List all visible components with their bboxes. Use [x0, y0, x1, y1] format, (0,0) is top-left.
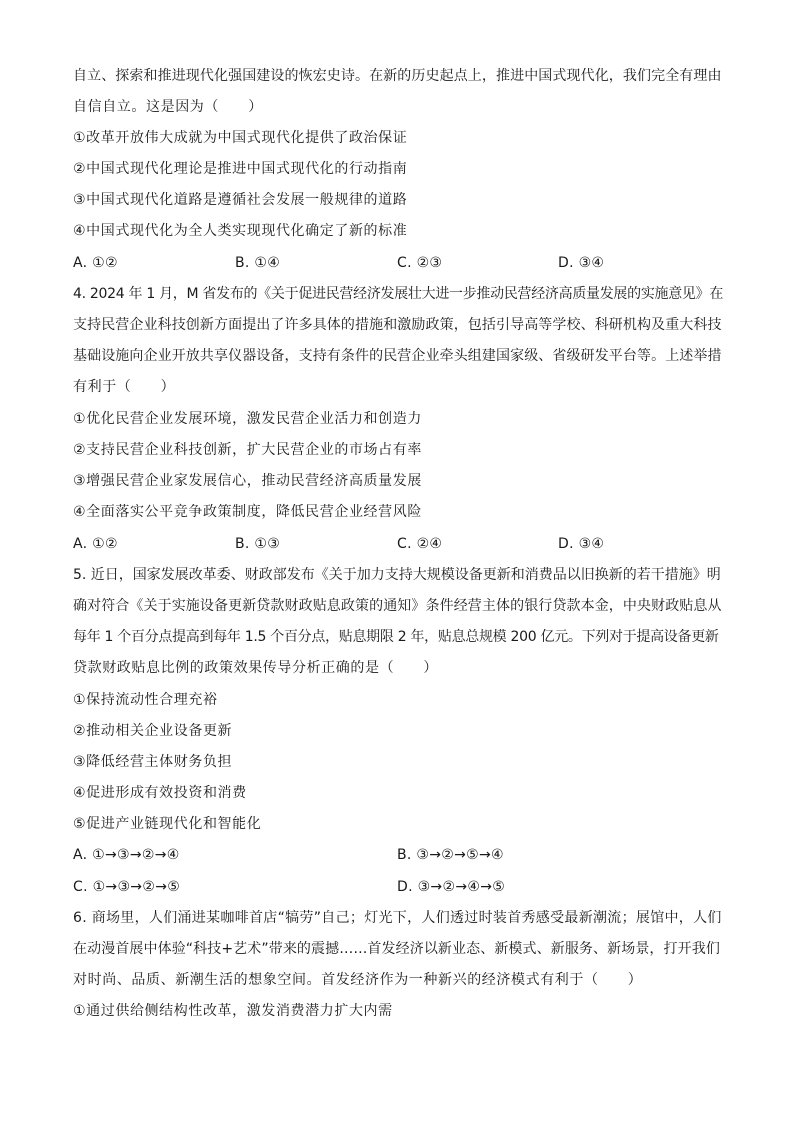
answer-options [0, 877, 794, 897]
statement-item: ②推动相关企业设备更新 [73, 723, 233, 739]
option-a: A. ①② [73, 536, 118, 552]
question-stem-line: 5. 近日，国家发展改革委、财政部发布《关于加力支持大规模设备更新和消费品以旧换新的若干措施》明 [73, 567, 721, 583]
statement-item: ⑤促进产业链现代化和智能化 [73, 816, 262, 832]
statement-item: ①改革开放伟大成就为中国式现代化提供了政治保证 [73, 130, 408, 146]
question-stem-line: 有利于（ ） [73, 379, 176, 395]
option-c: C. ②③ [397, 255, 443, 271]
option-c: C. ①→③→②→⑤ [73, 879, 181, 895]
statement-item: ④促进形成有效投资和消费 [73, 785, 247, 801]
statement-item: ③中国式现代化道路是遵循社会发展一般规律的道路 [73, 192, 408, 208]
statement-item: ①保持流动性合理充裕 [73, 692, 218, 708]
question-stem-line: 自信自立。这是因为（ ） [73, 99, 263, 115]
option-a: A. ①② [73, 255, 118, 271]
answer-options [0, 845, 794, 865]
question-stem-line: 4. 2024 年 1 月，M 省发布的《关于促进民营经济发展壮大进一步推动民营经济高质量发展的实施意见》在 [73, 286, 724, 302]
answer-options [0, 534, 794, 554]
question-stem-line: 支持民营企业科技创新方面提出了许多具体的措施和激励政策，包括引导高等学校、科研机构及重大科技 [73, 317, 722, 333]
option-d: D. ③④ [558, 255, 605, 271]
option-d: D. ③④ [558, 536, 605, 552]
question-stem-line: 每年 1 个百分点提高到每年 1.5 个百分点，贴息期限 2 年，贴息总规模 200 亿元。下列对于提高设备更新 [73, 629, 719, 645]
statement-item: ④中国式现代化为全人类实现现代化确定了新的标准 [73, 223, 408, 239]
option-a: A. ①→③→②→④ [73, 847, 180, 863]
question-stem-line: 贷款财政贴息比例的政策效果传导分析正确的是（ ） [73, 660, 438, 676]
statement-item: ④全面落实公平竞争政策制度，降低民营企业经营风险 [73, 504, 422, 520]
question-stem-line: 自立、探索和推进现代化强国建设的恢宏史诗。在新的历史起点上，推进中国式现代化，我们完全有理由 [73, 68, 722, 84]
question-stem-line: 确对符合《关于实施设备更新贷款财政贴息政策的通知》条件经营主体的银行贷款本金，中央财政贴息从 [73, 598, 722, 614]
option-b: B. ③→②→⑤→④ [397, 847, 504, 863]
option-b: B. ①④ [235, 255, 281, 271]
statement-item: ②中国式现代化理论是推进中国式现代化的行动指南 [73, 161, 408, 177]
statement-item: ①通过供给侧结构性改革，激发消费潜力扩大内需 [73, 1003, 393, 1019]
answer-options [0, 253, 794, 273]
statement-item: ②支持民营企业科技创新，扩大民营企业的市场占有率 [73, 442, 422, 458]
option-c: C. ②④ [397, 536, 443, 552]
option-d: D. ③→②→④→⑤ [397, 879, 506, 895]
statement-item: ①优化民营企业发展环境，激发民营企业活力和创造力 [73, 411, 422, 427]
statement-item: ③降低经营主体财务负担 [73, 754, 233, 770]
statement-item: ③增强民营企业家发展信心，推动民营经济高质量发展 [73, 473, 422, 489]
option-b: B. ①③ [235, 536, 281, 552]
question-stem-line: 对时尚、品质、新潮生活的想象空间。首发经济作为一种新兴的经济模式有利于（ ） [73, 972, 643, 988]
question-stem-line: 6. 商场里，人们涌进某咖啡首店“犒劳”自己；灯光下，人们透过时装首秀感受最新潮流；展馆中，人们 [73, 910, 722, 926]
question-stem-line: 基础设施向企业开放共享仪器设备，支持有条件的民营企业牵头组建国家级、省级研发平台等。上述举措 [73, 348, 722, 364]
question-stem-line: 在动漫首展中体验“科技+艺术”带来的震撼……首发经济以新业态、新模式、新服务、新场景，打开我们 [73, 941, 720, 957]
